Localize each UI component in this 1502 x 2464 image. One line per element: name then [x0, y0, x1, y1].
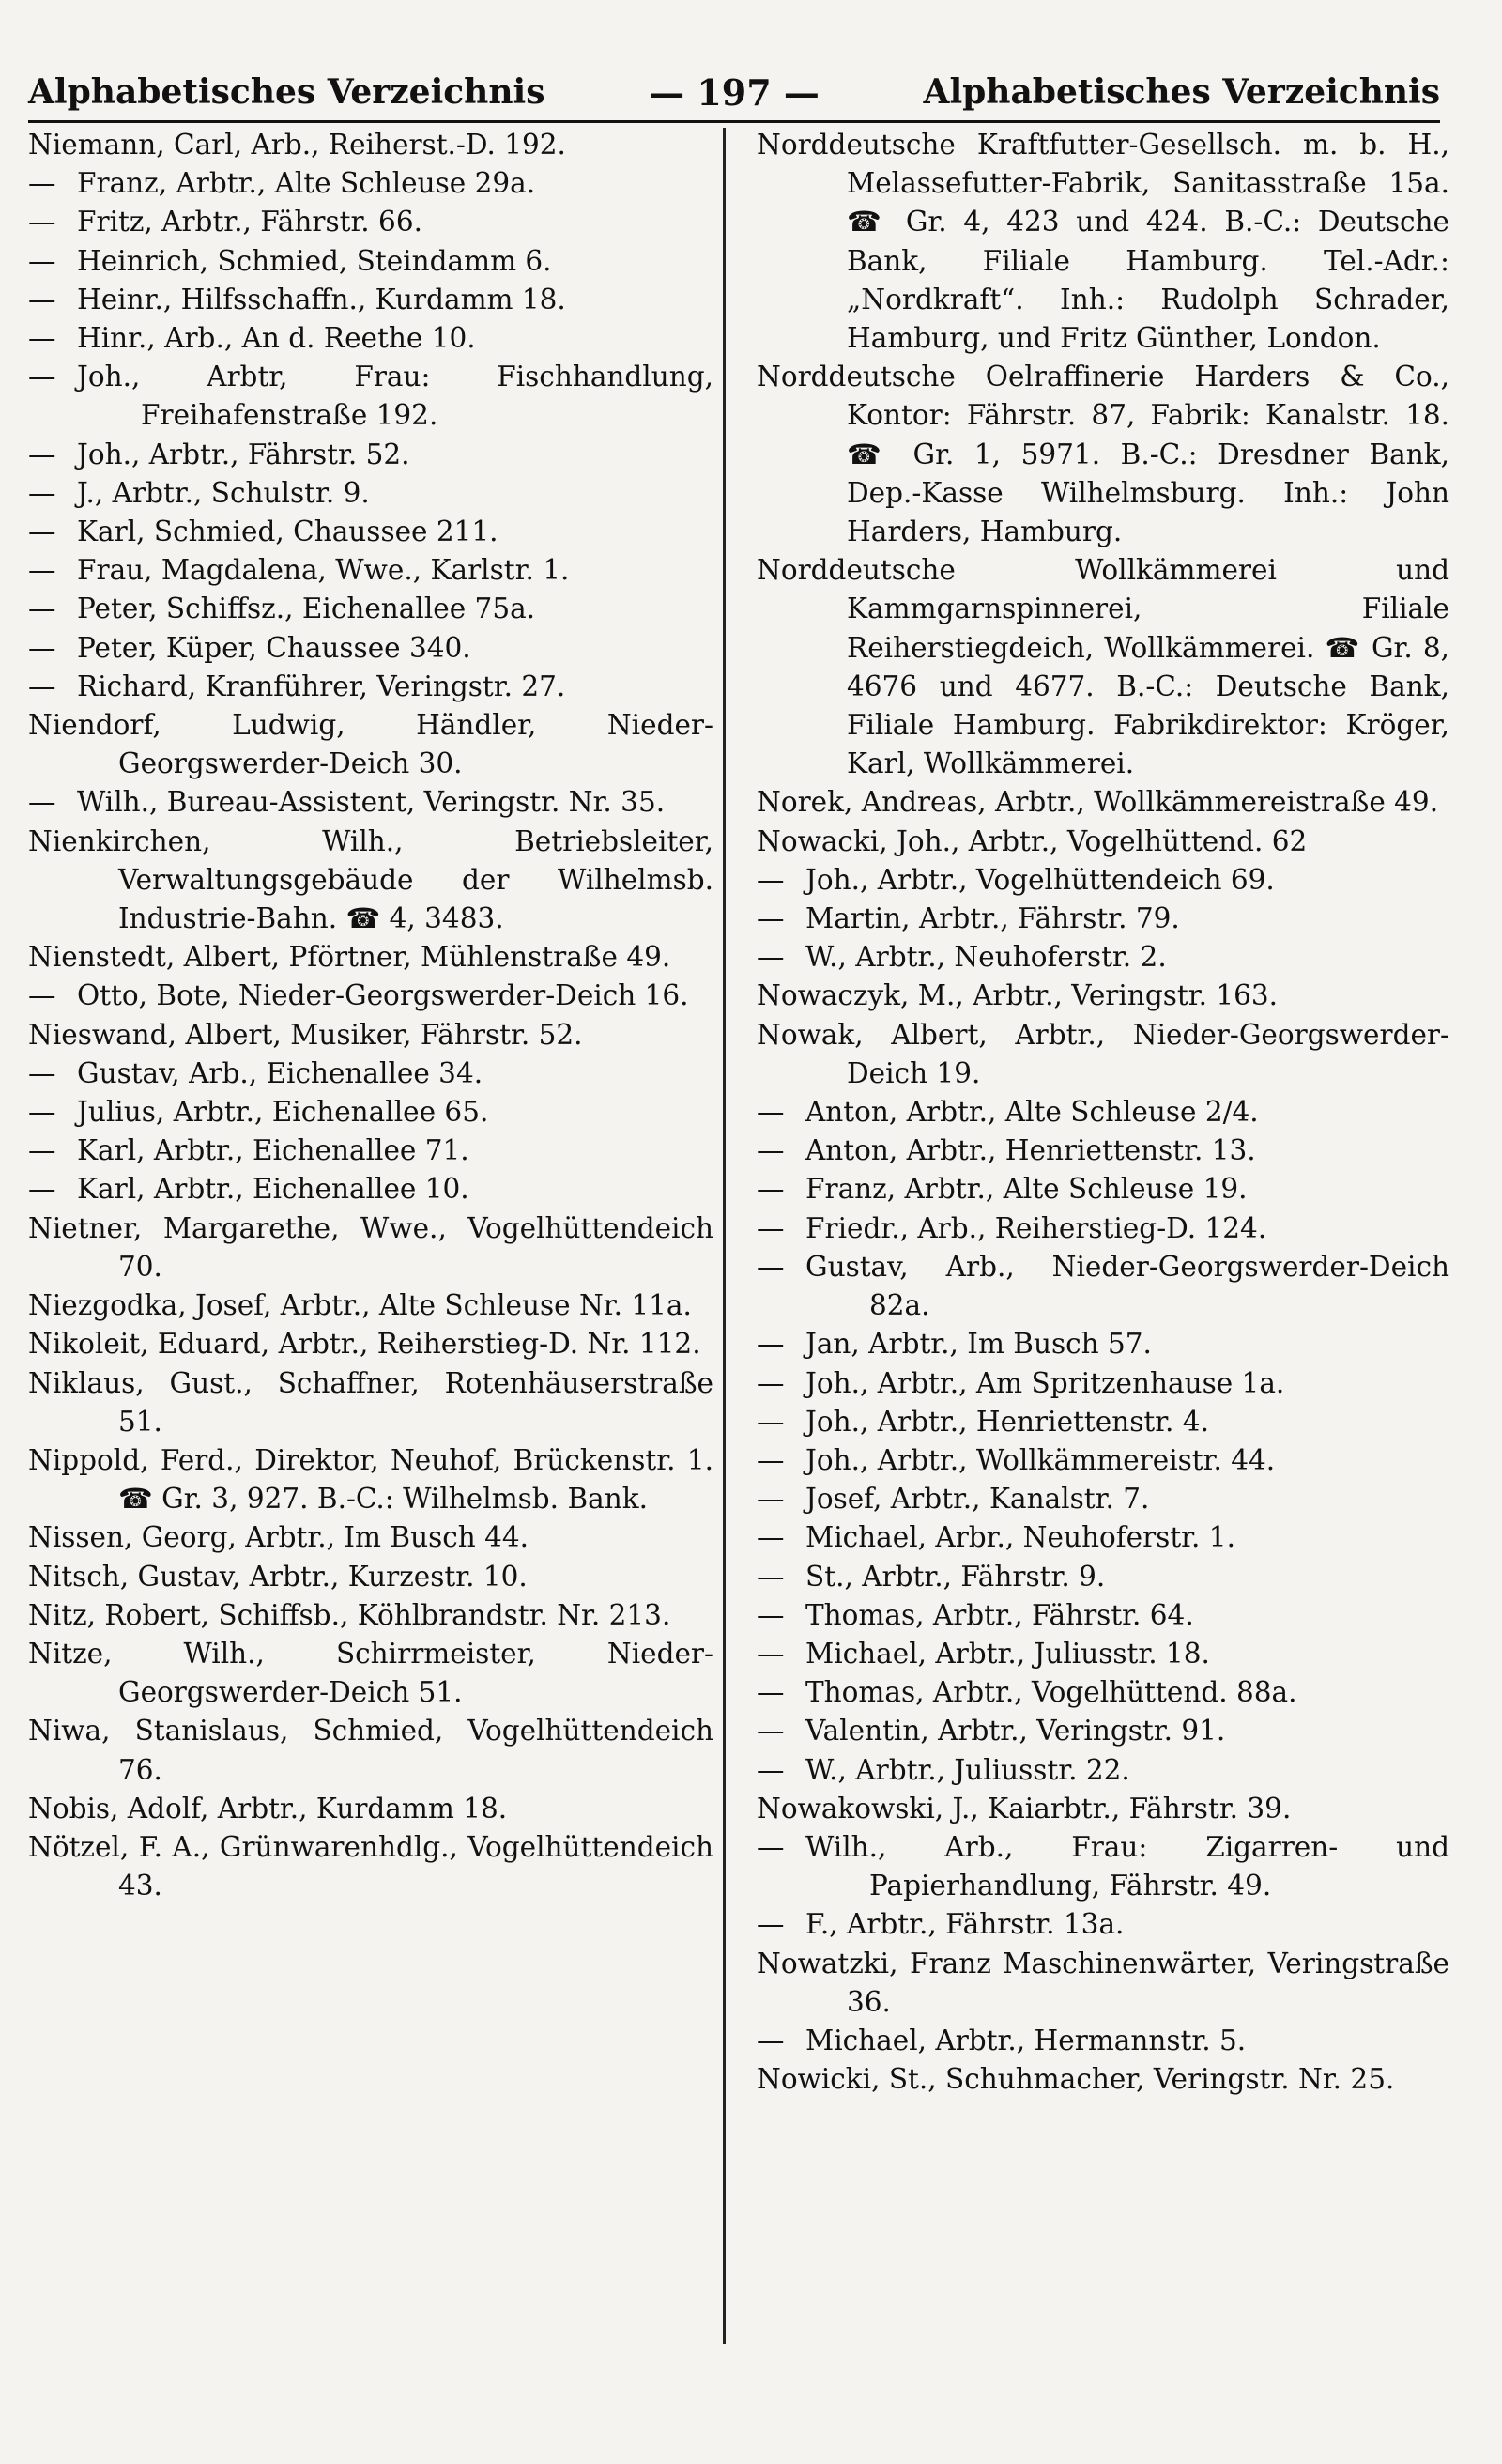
repeat-dash: —: [757, 1676, 785, 1709]
sub-entry: [757, 1905, 1449, 1944]
entry-text: Fritz, Arbtr., Fährstr. 66.: [77, 206, 422, 239]
repeat-dash: —: [28, 786, 56, 819]
repeat-dash: —: [28, 1134, 56, 1167]
sub-entry: [28, 551, 713, 590]
directory-entry: [757, 1016, 1449, 1093]
repeat-dash: —: [757, 941, 785, 974]
repeat-dash: —: [757, 1830, 785, 1863]
directory-entry: [28, 1209, 713, 1286]
entry-text: Norddeutsche Wollkämmerei und Kammgarnspinnerei, Filiale Reiherstiegdeich, Wollkämmerei. ☎ Gr. 8, 4676 und 4677. B.-C.: Deutsche Bank, Filiale Hamburg. Fabrikdirektor: Kröger, Karl, Wollkämmerei.: [757, 554, 1449, 780]
repeat-dash: —: [757, 1637, 785, 1670]
repeat-dash: —: [28, 438, 56, 470]
entry-text: Nowicki, St., Schuhmacher, Veringstr. Nr. 25.: [757, 2063, 1395, 2096]
entry-text: Niwa, Stanislaus, Schmied, Vogelhüttendeich 76.: [28, 1715, 713, 1786]
left-column: [28, 126, 713, 1905]
sub-entry: [28, 668, 713, 706]
directory-entry: [28, 1441, 713, 1518]
directory-entry: [28, 126, 713, 164]
repeat-dash: —: [757, 1250, 785, 1283]
directory-entry: [28, 823, 713, 939]
entry-text: Michael, Arbr., Neuhoferstr. 1.: [805, 1521, 1235, 1554]
repeat-dash: —: [757, 863, 785, 896]
entry-text: Joh., Arbtr., Am Spritzenhause 1a.: [805, 1366, 1285, 1399]
sub-entry: [757, 1712, 1449, 1750]
directory-entry: [757, 2060, 1449, 2099]
sub-entry: [757, 1596, 1449, 1635]
sub-entry: [28, 242, 713, 281]
sub-entry: [28, 1055, 713, 1093]
sub-entry: [28, 1132, 713, 1170]
entry-text: Karl, Arbtr., Eichenallee 10.: [77, 1173, 469, 1206]
sub-entry: [757, 1480, 1449, 1518]
entry-text: Nissen, Georg, Arbtr., Im Busch 44.: [28, 1521, 529, 1554]
entry-text: Norek, Andreas, Arbtr., Wollkämmereistraße 49.: [757, 786, 1439, 819]
repeat-dash: —: [757, 1483, 785, 1516]
directory-entry: [28, 1596, 713, 1635]
sub-entry: [28, 977, 713, 1015]
entry-text: Michael, Arbtr., Hermannstr. 5.: [805, 2024, 1247, 2056]
sub-entry: [757, 861, 1449, 900]
directory-entry: [28, 1016, 713, 1055]
repeat-dash: —: [28, 244, 56, 277]
entry-text: Julius, Arbtr., Eichenallee 65.: [77, 1096, 489, 1129]
sub-entry: [757, 1828, 1449, 1905]
entry-text: Frau, Magdalena, Wwe., Karlstr. 1.: [77, 554, 570, 587]
entry-text: Wilh., Bureau-Assistent, Veringstr. Nr. 35.: [77, 786, 666, 819]
entry-text: Anton, Arbtr., Henriettenstr. 13.: [805, 1134, 1256, 1167]
entry-text: W., Arbtr., Juliusstr. 22.: [805, 1753, 1130, 1786]
entry-text: Heinrich, Schmied, Steindamm 6.: [77, 244, 552, 277]
entry-text: Nobis, Adolf, Arbtr., Kurdamm 18.: [28, 1792, 508, 1825]
header-right-title: Alphabetisches Verzeichnis: [923, 72, 1440, 112]
directory-entry: [28, 1286, 713, 1325]
repeat-dash: —: [28, 631, 56, 664]
repeat-dash: —: [757, 1560, 785, 1593]
repeat-dash: —: [757, 1328, 785, 1361]
column-divider: [723, 128, 726, 2344]
sub-entry: [28, 281, 713, 319]
sub-entry: [757, 1170, 1449, 1209]
entry-text: Nippold, Ferd., Direktor, Neuhof, Brückenstr. 1. ☎ Gr. 3, 927. B.-C.: Wilhelmsb. Bank.: [28, 1443, 713, 1516]
entry-text: Nitze, Wilh., Schirrmeister, Nieder-Georgswerder-Deich 51.: [28, 1637, 713, 1709]
repeat-dash: —: [757, 1598, 785, 1631]
directory-entry: [28, 938, 713, 977]
directory-entry: [28, 1790, 713, 1828]
sub-entry: [28, 629, 713, 668]
sub-entry: [757, 1751, 1449, 1790]
sub-entry: [28, 358, 713, 435]
entry-text: Valentin, Arbtr., Veringstr. 91.: [805, 1715, 1226, 1748]
entry-text: Thomas, Arbtr., Vogelhüttend. 88a.: [805, 1676, 1297, 1709]
repeat-dash: —: [757, 1211, 785, 1244]
entry-text: Nowacki, Joh., Arbtr., Vogelhüttend. 62: [757, 824, 1308, 857]
sub-entry: [757, 1132, 1449, 1170]
entry-text: Nowaczyk, M., Arbtr., Veringstr. 163.: [757, 979, 1279, 1012]
entry-text: Niklaus, Gust., Schaffner, Rotenhäuserstraße 51.: [28, 1366, 713, 1438]
sub-entry: [757, 1558, 1449, 1596]
entry-text: Nowatzki, Franz Maschinenwärter, Veringstraße 36.: [757, 1947, 1449, 2018]
repeat-dash: —: [28, 1096, 56, 1129]
directory-entry: [28, 1518, 713, 1557]
entry-text: Nötzel, F. A., Grünwarenhdlg., Vogelhüttendeich 43.: [28, 1830, 713, 1902]
entry-text: Franz, Arbtr., Alte Schleuse 19.: [805, 1173, 1248, 1206]
entry-text: Joh., Arbtr., Vogelhüttendeich 69.: [805, 863, 1275, 896]
entry-text: Michael, Arbtr., Juliusstr. 18.: [805, 1637, 1210, 1670]
entry-text: Nienstedt, Albert, Pförtner, Mühlenstraße 49.: [28, 941, 671, 974]
entry-text: Karl, Arbtr., Eichenallee 71.: [77, 1134, 469, 1167]
directory-entry: [757, 551, 1449, 783]
entry-text: Niendorf, Ludwig, Händler, Nieder-Georgswerder-Deich 30.: [28, 709, 713, 780]
sub-entry: [757, 1635, 1449, 1673]
entry-text: Niezgodka, Josef, Arbtr., Alte Schleuse Nr. 11a.: [28, 1289, 692, 1322]
directory-entry: [28, 1635, 713, 1712]
repeat-dash: —: [757, 902, 785, 935]
sub-entry: [28, 1093, 713, 1132]
repeat-dash: —: [28, 476, 56, 509]
repeat-dash: —: [28, 979, 56, 1012]
sub-entry: [757, 1403, 1449, 1441]
header-left-title: Alphabetisches Verzeichnis: [28, 72, 545, 112]
sub-entry: [757, 1441, 1449, 1480]
repeat-dash: —: [28, 322, 56, 355]
directory-entry: [757, 358, 1449, 551]
sub-entry: [757, 1325, 1449, 1363]
sub-entry: [757, 938, 1449, 977]
entry-text: Nienkirchen, Wilh., Betriebsleiter, Verwaltungsgebäude der Wilhelmsb. Industrie-Bahn. ☎ 4, 3483.: [28, 824, 713, 935]
repeat-dash: —: [28, 670, 56, 702]
repeat-dash: —: [28, 554, 56, 587]
directory-entry: [757, 1790, 1449, 1828]
repeat-dash: —: [28, 1173, 56, 1206]
directory-entry: [757, 977, 1449, 1015]
entry-text: Nikoleit, Eduard, Arbtr., Reiherstieg-D. Nr. 112.: [28, 1328, 701, 1361]
repeat-dash: —: [757, 1134, 785, 1167]
sub-entry: [28, 203, 713, 241]
repeat-dash: —: [757, 1096, 785, 1129]
entry-text: Franz, Arbtr., Alte Schleuse 29a.: [77, 167, 536, 200]
entry-text: Karl, Schmied, Chaussee 211.: [77, 516, 498, 548]
sub-entry: [757, 1364, 1449, 1403]
entry-text: Joh., Arbtr, Frau: Fischhandlung, Freihafenstraße 192.: [77, 361, 713, 432]
directory-entry: [757, 783, 1449, 822]
directory-entry: [757, 823, 1449, 861]
entry-text: Richard, Kranführer, Veringstr. 27.: [77, 670, 566, 702]
sub-entry: [28, 164, 713, 203]
entry-text: Nowakowski, J., Kaiarbtr., Fährstr. 39.: [757, 1792, 1292, 1825]
repeat-dash: —: [757, 1443, 785, 1476]
sub-entry: [757, 1093, 1449, 1132]
entry-text: Anton, Arbtr., Alte Schleuse 2/4.: [805, 1096, 1259, 1129]
repeat-dash: —: [757, 1173, 785, 1206]
entry-text: Heinr., Hilfsschaffn., Kurdamm 18.: [77, 283, 566, 316]
repeat-dash: —: [28, 593, 56, 625]
sub-entry: [757, 1248, 1449, 1325]
page-number: — 197 —: [649, 70, 820, 114]
entry-text: Nieswand, Albert, Musiker, Fährstr. 52.: [28, 1018, 583, 1051]
directory-entry: [28, 1712, 713, 1789]
entry-text: Jan, Arbtr., Im Busch 57.: [805, 1328, 1152, 1361]
sub-entry: [757, 1209, 1449, 1248]
directory-entry: [28, 1828, 713, 1905]
directory-entry: [28, 1325, 713, 1363]
sub-entry: [28, 436, 713, 474]
entry-text: Friedr., Arb., Reiherstieg-D. 124.: [805, 1211, 1267, 1244]
sub-entry: [757, 1518, 1449, 1557]
directory-entry: [28, 1364, 713, 1441]
entry-text: Otto, Bote, Nieder-Georgswerder-Deich 16.: [77, 979, 689, 1012]
header-rule: [28, 120, 1440, 123]
sub-entry: [757, 1673, 1449, 1712]
repeat-dash: —: [757, 1715, 785, 1748]
entry-text: Joh., Arbtr., Henriettenstr. 4.: [805, 1405, 1209, 1438]
repeat-dash: —: [757, 2024, 785, 2056]
entry-text: Niemann, Carl, Arb., Reiherst.-D. 192.: [28, 129, 566, 161]
entry-text: Gustav, Arb., Nieder-Georgswerder-Deich 82a.: [805, 1250, 1449, 1322]
entry-text: Peter, Küper, Chaussee 340.: [77, 631, 471, 664]
entry-text: Hinr., Arb., An d. Reethe 10.: [77, 322, 476, 355]
repeat-dash: —: [28, 516, 56, 548]
entry-text: Norddeutsche Kraftfutter-Gesellsch. m. b. H., Melassefutter-Fabrik, Sanitasstraße 15a. ☎ Gr. 4, 423 und 424. B.-C.: Deutsche Bank, Filiale Hamburg. Tel.-Adr.: „Nordkraft“. Inh.: Rudolph Schrader, Hamburg, und Fritz Günther, London.: [757, 129, 1449, 355]
entry-text: St., Arbtr., Fährstr. 9.: [805, 1560, 1106, 1593]
repeat-dash: —: [757, 1366, 785, 1399]
entry-text: Nietner, Margarethe, Wwe., Vogelhüttendeich 70.: [28, 1211, 713, 1283]
repeat-dash: —: [757, 1405, 785, 1438]
entry-text: Martin, Arbtr., Fährstr. 79.: [805, 902, 1180, 935]
repeat-dash: —: [28, 283, 56, 316]
sub-entry: [28, 319, 713, 358]
entry-text: J., Arbtr., Schulstr. 9.: [77, 476, 370, 509]
repeat-dash: —: [28, 167, 56, 200]
page-header: [28, 62, 1440, 122]
directory-entry: [28, 1558, 713, 1596]
repeat-dash: —: [757, 1908, 785, 1941]
entry-text: Joh., Arbtr., Wollkämmereistr. 44.: [805, 1443, 1276, 1476]
entry-text: F., Arbtr., Fährstr. 13a.: [805, 1908, 1125, 1941]
entry-text: Joh., Arbtr., Fährstr. 52.: [77, 438, 410, 470]
sub-entry: [28, 590, 713, 628]
sub-entry: [28, 783, 713, 822]
entry-text: Norddeutsche Oelraffinerie Harders & Co., Kontor: Fährstr. 87, Fabrik: Kanalstr. 18. ☎ Gr. 1, 5971. B.-C.: Dresdner Bank, Dep.-Kasse Wilhelmsburg. Inh.: John Harders, Hamburg.: [757, 361, 1449, 548]
repeat-dash: —: [28, 361, 56, 393]
directory-entry: [757, 126, 1449, 358]
entry-text: Peter, Schiffsz., Eichenallee 75a.: [77, 593, 536, 625]
entry-text: Thomas, Arbtr., Fährstr. 64.: [805, 1598, 1194, 1631]
entry-text: Josef, Arbtr., Kanalstr. 7.: [805, 1483, 1150, 1516]
entry-text: W., Arbtr., Neuhoferstr. 2.: [805, 941, 1167, 974]
entry-text: Nowak, Albert, Arbtr., Nieder-Georgswerder-Deich 19.: [757, 1018, 1449, 1089]
repeat-dash: —: [757, 1753, 785, 1786]
directory-entry: [757, 1945, 1449, 2022]
sub-entry: [28, 474, 713, 513]
right-column: [757, 126, 1449, 2099]
sub-entry: [28, 513, 713, 551]
repeat-dash: —: [28, 1056, 56, 1089]
entry-text: Wilh., Arb., Frau: Zigarren- und Papierhandlung, Fährstr. 49.: [805, 1830, 1449, 1902]
entry-text: Gustav, Arb., Eichenallee 34.: [77, 1056, 483, 1089]
directory-entry: [28, 706, 713, 783]
sub-entry: [28, 1170, 713, 1209]
sub-entry: [757, 2022, 1449, 2060]
entry-text: Nitz, Robert, Schiffsb., Köhlbrandstr. Nr. 213.: [28, 1598, 671, 1631]
sub-entry: [757, 900, 1449, 938]
repeat-dash: —: [28, 206, 56, 239]
entry-text: Nitsch, Gustav, Arbtr., Kurzestr. 10.: [28, 1560, 528, 1593]
repeat-dash: —: [757, 1521, 785, 1554]
